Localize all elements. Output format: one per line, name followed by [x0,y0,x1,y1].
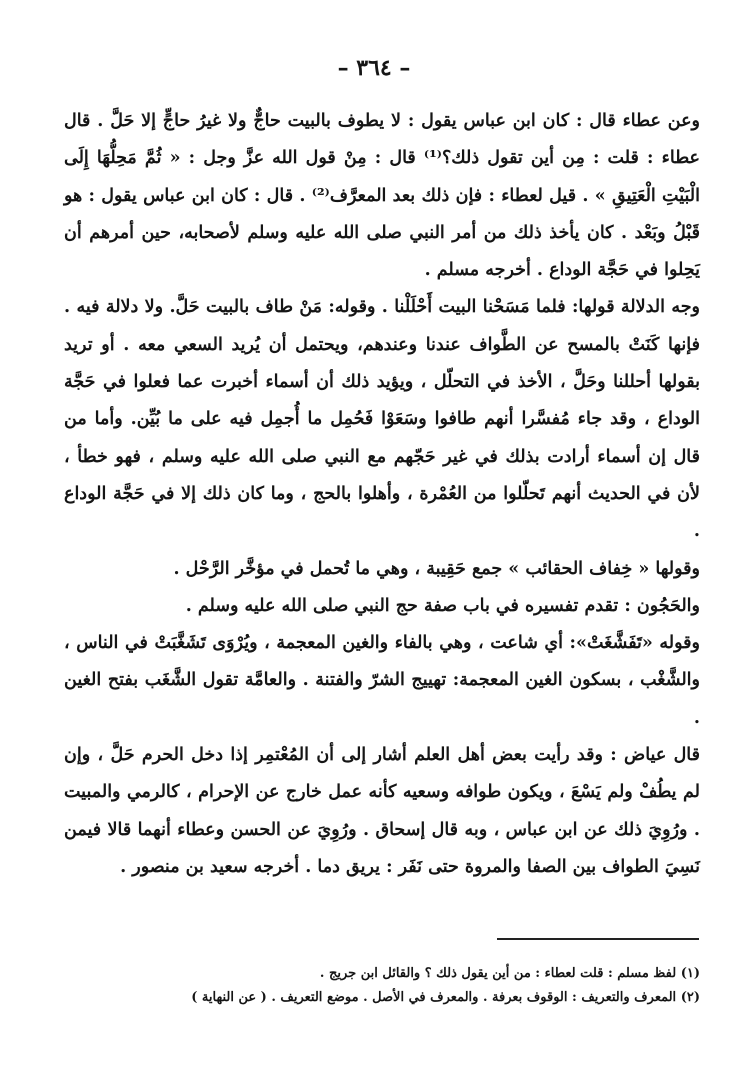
page-number: – ٣٦٤ – [337,55,411,81]
footnote-1: (١) لفظ مسلم : قلت لعطاء : من أين يقول ذلك ؟ والقائل ابن جريج . [319,966,700,981]
paragraph-khifaf-al-haqaib: وقولها « خِفاف الحقائب » جمع حَقِيبة ، وهي ما تُحمل في مؤخَّر الرَّحْل . [173,558,700,579]
paragraph-al-hajun: والحَجُون : تقدم تفسيره في باب صفة حج النبي صلى الله عليه وسلم . [185,595,700,616]
paragraph-iyad-opinion: قال عياض : وقد رأيت بعض أهل العلم أشار إلى أن المُعْتمِر إذا دخل الحرم حَلَّ ، وإن لم يطُفْ ولم يَسْعَ ، ويكون طوافه وسعيه كأنه عمل خارج عن الإحرام ، كالرمي والمبيت . ورُوِيَ ذلك عن ابن عباس ، وبه قال إسحاق . ورُوِيَ عن الحسن وعطاء أنهما قالا فيمن نَسِيَ الطواف بين الصفا والمروة حتى نَفَر : يريق دما . أخرجه سعيد بن منصور . [64,745,700,877]
paragraph-tafashshaghat: وقوله «تَفَشَّغَتْ»: أي شاعت ، وهي بالفاء والغين المعجمة ، ويُرْوَى تَشَغَّبَتْ في الناس ، والشَّغْب ، بسكون الغين المعجمة: تهييج الشرّ والفتنة . والعامَّة تقول الشَّغَب بفتح الغين . [64,633,700,728]
footnote-divider [497,938,699,940]
footnotes [60,962,700,1010]
footnote-2: (٢) المعرف والتعريف : الوقوف بعرفة . والمعرف في الأصل . موضع التعريف . ( عن النهاية ) [191,990,700,1005]
main-text [64,103,700,886]
paragraph-ibn-abbas-tawaf: وعن عطاء قال : كان ابن عباس يقول : لا يطوف بالبيت حاجٌّ ولا غيرُ حاجٍّ إلا حَلَّ . قال عطاء : قلت : مِن أين تقول ذلك؟⁽¹⁾ قال : مِنْ قول الله عزَّ وجل : « ثُمَّ مَحِلُّهَا إِلَى الْبَيْتِ الْعَتِيقِ » . قيل لعطاء : فإن ذلك بعد المعرَّف⁽²⁾ . قال : كان ابن عباس يقول : هو قَبْلُ وبَعْد . كان يأخذ ذلك من أمر النبي صلى الله عليه وسلم لأصحابه، حين أمرهم أن يَحِلوا في حَجَّة الوداع . أخرجه مسلم . [64,111,700,281]
paragraph-wajh-al-dalala: وجه الدلالة قولها: فلما مَسَحْنا البيت أَحْلَلْنا . وقوله: مَنْ طاف بالبيت حَلَّ. ولا دلالة فيه . فإنها كَنَتْ بالمسح عن الطَّواف عندنا وعندهم، ويحتمل أن يُريد السعي معه . أو تريد بقولها أحللنا وحَلَّ ، الأخذ في التحلّل ، ويؤيد ذلك أن أسماء أخبرت عما فعلوا في حَجَّة الوداع ، وقد جاء مُفسَّرا أنهم طافوا وسَعَوْا فَحُمِل ما أُجمِل فيه على ما بُيِّن. وأما من قال إن أسماء أرادت بذلك في غير حَجّهم مع النبي صلى الله عليه وسلم ، فهو خطأ ، لأن في الحديث أنهم تَحلّلوا من العُمْرة ، وأهلوا بالحج ، وما كان ذلك إلا في حَجَّة الوداع . [64,297,700,542]
